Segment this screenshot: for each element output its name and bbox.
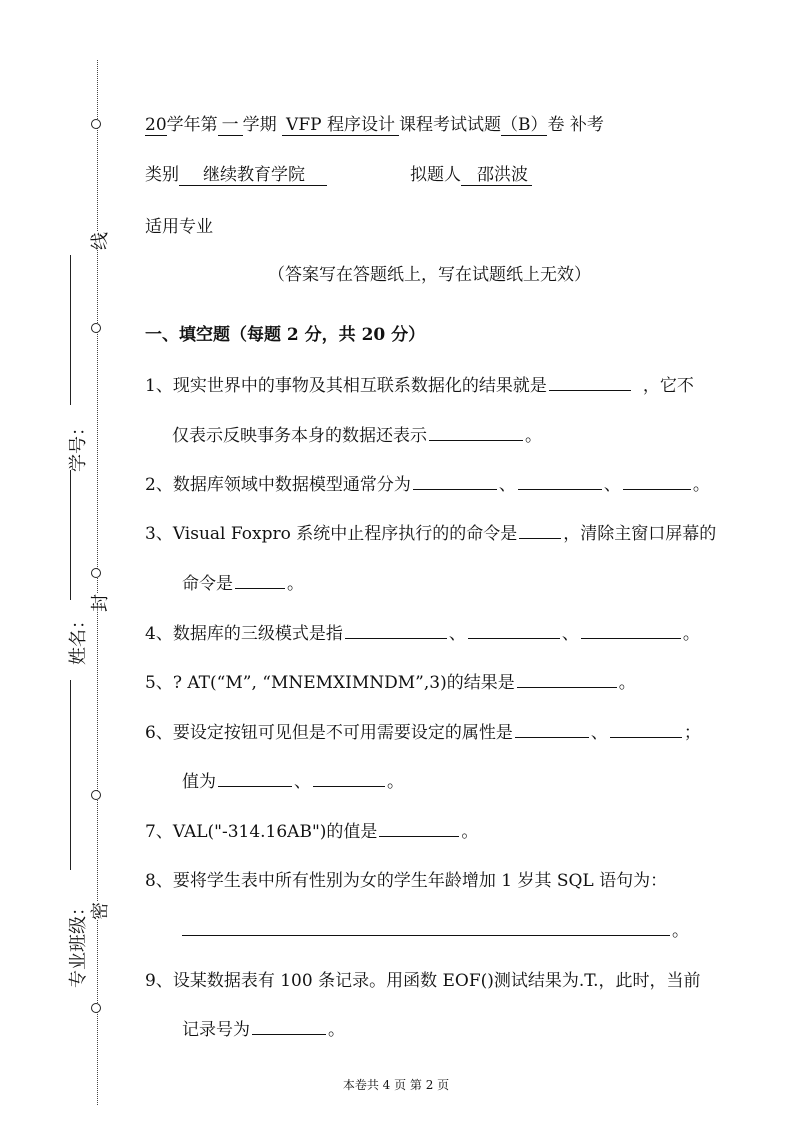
- question-8: 8、要将学生表中所有性别为女的学生年龄增加 1 岁其 SQL 语句为：: [145, 871, 668, 891]
- class-rule: [70, 680, 71, 870]
- binding-circle: [91, 790, 101, 800]
- question-4: 4、数据库的三级模式是指 、 、 。: [145, 624, 700, 644]
- author-label: 拟题人: [410, 165, 461, 185]
- section-title: 一、填空题（每题 2 分，共 20 分）: [145, 325, 426, 345]
- binding-line-char: 线: [86, 232, 112, 250]
- answer-blank: [218, 772, 292, 787]
- category-label: 类别: [145, 165, 179, 185]
- course-name: VFP 程序设计: [282, 110, 399, 136]
- answer-blank: [518, 475, 602, 490]
- answer-blank: [515, 723, 589, 738]
- answer-blank: [623, 475, 691, 490]
- author-row: [410, 160, 532, 186]
- exam-header-title: [145, 110, 604, 136]
- question-6-line-2: 值为 、 。: [182, 772, 404, 792]
- answer-blank: [429, 426, 523, 441]
- answer-blank: [549, 376, 631, 391]
- binding-circle: [91, 568, 101, 578]
- notice: （答案写在答题纸上，写在试题纸上无效）: [268, 265, 591, 285]
- question-3-line-2: 命令是 。: [182, 574, 304, 594]
- question-9-line-2: 记录号为 。: [182, 1020, 345, 1040]
- question-5: 5、? AT(“M”, “MNEMXIMNDM”,3)的结果是 。: [145, 673, 636, 693]
- author-value: 邵洪波: [461, 160, 532, 186]
- paper-type: （B）: [501, 110, 548, 136]
- question-8-answer-line: 。: [180, 916, 689, 941]
- major-label: 适用专业: [145, 217, 213, 237]
- answer-blank: [379, 822, 459, 837]
- question-1-line-1: 1、现实世界中的事物及其相互联系数据化的结果就是 ，它不: [145, 376, 694, 396]
- year-suffix: 学年第: [166, 115, 218, 135]
- name-label: 姓名：: [68, 611, 89, 665]
- binding-circle: [91, 119, 101, 129]
- year-prefix: 20: [145, 115, 167, 135]
- answer-blank: [182, 921, 670, 936]
- binding-circle: [91, 323, 101, 333]
- binding-dotted-line: [97, 60, 98, 1105]
- binding-secret-char: 密: [86, 902, 112, 920]
- class-label: 专业班级：: [68, 898, 89, 988]
- question-1-line-2: 仅表示反映事务本身的数据还表示 。: [172, 426, 542, 446]
- category-row: [145, 160, 327, 186]
- binding-seal-char: 封: [86, 594, 112, 612]
- answer-blank: [581, 624, 681, 639]
- answer-blank: [517, 673, 617, 688]
- answer-blank: [313, 772, 385, 787]
- page-footer: 本卷共 4 页 第 2 页: [342, 1078, 450, 1092]
- question-6-line-1: 6、要设定按钮可见但是不可用需要设定的属性是 、 ；: [145, 723, 701, 743]
- student-id-rule: [70, 255, 71, 405]
- question-9-line-1: 9、设某数据表有 100 条记录。用函数 EOF()测试结果为.T.，此时，当前: [145, 971, 701, 991]
- answer-blank: [413, 475, 497, 490]
- answer-blank: [252, 1020, 326, 1035]
- question-2: 2、数据库领域中数据模型通常分为 、 、 。: [145, 475, 710, 495]
- answer-blank: [519, 524, 561, 539]
- question-7: 7、VAL("-314.16AB")的值是 。: [145, 822, 479, 842]
- exam-suffix: 卷 补考: [547, 115, 604, 135]
- question-3-line-1: 3、Visual Foxpro 系统中止程序执行的的命令是 ，清除主窗口屏幕的: [145, 524, 717, 544]
- answer-blank: [345, 624, 447, 639]
- answer-blank: [235, 574, 285, 589]
- name-rule: [70, 470, 71, 600]
- semester-suffix: 学期: [242, 115, 277, 135]
- category-value: 继续教育学院: [179, 160, 327, 186]
- student-id-label: 学号：: [68, 418, 89, 472]
- answer-blank: [468, 624, 560, 639]
- semester-num: 一: [218, 110, 243, 136]
- binding-circle: [91, 1003, 101, 1013]
- exam-title: 课程考试试题: [398, 115, 501, 135]
- answer-blank: [610, 723, 682, 738]
